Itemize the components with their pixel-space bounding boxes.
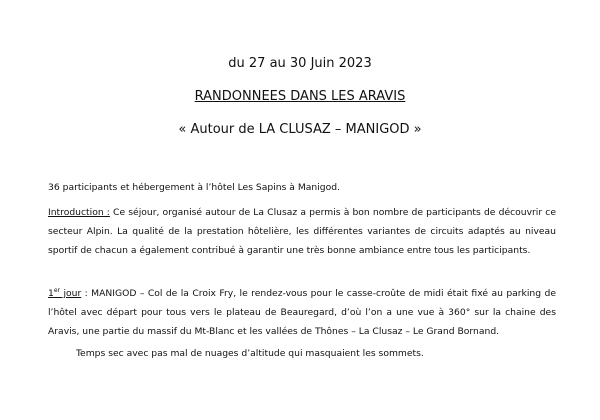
introduction-paragraph	[48, 203, 556, 260]
document-dates: du 27 au 30 Juin 2023	[228, 56, 372, 71]
day1-number: 1	[48, 288, 54, 299]
introduction-label: Introduction :	[48, 207, 110, 218]
day1-superscript: er	[53, 286, 61, 294]
weather-paragraph: Temps sec avec pas mal de nuages d’altitude qui masquaient les sommets.	[76, 348, 424, 359]
document-subtitle: « Autour de LA CLUSAZ – MANIGOD »	[178, 122, 422, 137]
participants-paragraph: 36 participants et hébergement à l’hôtel Les Sapins à Manigod.	[48, 182, 340, 193]
introduction-text: Ce séjour, organisé autour de La Clusaz a permis à bon nombre de participants de découvrir ce secteur Alpin. La qualité de la prestation hôtelière, les différentes variantes de circuits adaptés au niveau sportif de chacun a également contribué à garantir une très bonne ambiance entre tous les participants.	[48, 207, 556, 256]
day1-text: : MANIGOD – Col de la Croix Fry, le rendez-vous pour le casse-croûte de midi était fixé au parking de l’hôtel avec départ pour tous vers le plateau de Beauregard, d’où l’on a une vue à 360° sur la chaine des Aravis, une partie du massif du Mt-Blanc et les vallées de Thônes – La Clusaz – Le Grand Bornand.	[48, 288, 556, 337]
document-title: RANDONNEES DANS LES ARAVIS	[194, 89, 406, 104]
day1-paragraph	[48, 284, 556, 341]
day1-word: jour	[60, 288, 82, 299]
day1-label	[48, 288, 81, 299]
